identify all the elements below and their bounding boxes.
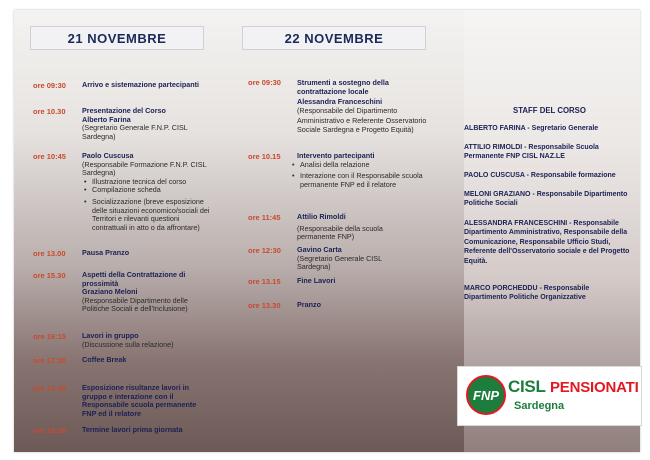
entry-title: Arrivo e sistemazione partecipanti	[82, 80, 200, 89]
day1-entry-6	[82, 332, 212, 349]
staff-title: STAFF DEL CORSO	[513, 106, 586, 115]
day1-entry-7	[82, 356, 212, 365]
day1-entry-8	[82, 384, 204, 418]
entry-title: Fine Lavori	[297, 276, 336, 285]
cisl-pensionati-logo	[457, 366, 642, 426]
entry-speaker: Attilio Rimoldi	[297, 212, 346, 221]
entry-title: Termine lavori prima giornata	[82, 425, 183, 434]
day1-entry-5	[82, 271, 210, 314]
day1-entry-4	[82, 249, 212, 258]
day1-header: 21 NOVEMBRE	[30, 26, 204, 50]
staff-member-2: ATTILIO RIMOLDI - Responsabile Scuola Permanente FNP CISL NAZ.LE	[464, 144, 599, 161]
entry-bullet: • Socializzazione (breve esposizione delle situazioni economico/sociali dei Territori e rilevanti questioni contrattuali in atto o da affrontare)	[82, 198, 214, 232]
entry-role: (Segretario Generale F.N.P. CISL Sardegna)	[82, 123, 188, 141]
entry-title: Pausa Pranzo	[82, 248, 130, 257]
entry-title: Aspetti della Contrattazione di prossimità	[82, 270, 186, 288]
day2-entry-3	[297, 213, 397, 242]
entry-bullet: • Analisi della relazione	[290, 161, 427, 170]
day2-time-2: ore 10.15	[248, 152, 281, 161]
staff-member-3: PAOLO CUSCUSA - Responsabile formazione	[464, 172, 616, 179]
day1-time-4: ore 13.00	[33, 249, 66, 258]
entry-title: Strumenti a sostegno della contrattazione locale	[297, 78, 389, 97]
logo-pensionati-text: PENSIONATI	[550, 379, 639, 396]
entry-title: Intervento partecipanti	[297, 151, 375, 160]
entry-title: Lavori in gruppo	[82, 331, 139, 340]
day2-entry-2	[290, 152, 427, 189]
day1-entry-2	[82, 107, 212, 141]
entry-bullet: • Illustrazione tecnica del corso	[82, 178, 214, 187]
day2-entry-1	[297, 78, 427, 134]
entry-speaker: Alberto Farina	[82, 114, 131, 124]
day2-time-3: ore 11:45	[248, 213, 281, 222]
logo-cisl-text: CISL	[508, 377, 546, 396]
entry-speaker: Paolo Cuscusa	[82, 151, 134, 160]
day2-time-6: ore 13.30	[248, 301, 281, 310]
entry-note: (Discussione sulla relazione)	[82, 339, 174, 349]
entry-bullet: • Interazione con il Responsabile scuola permanente FNP ed il relatore	[290, 172, 427, 189]
staff-member-6: MARCO PORCHEDDU - Responsabile Dipartimento Politiche Organizzative	[464, 285, 590, 302]
entry-title: Presentazione del Corso	[82, 106, 166, 115]
day1-time-6: ore 16:15	[33, 332, 66, 341]
logo-region-text: Sardegna	[514, 400, 565, 412]
day1-time-5: ore 15.30	[33, 271, 66, 280]
day1-time-3: ore 10:45	[33, 152, 66, 161]
day2-header: 22 NOVEMBRE	[242, 26, 426, 50]
staff-member-1: ALBERTO FARINA - Segretario Generale	[464, 125, 599, 132]
entry-bullet: • Compilazione scheda	[82, 186, 214, 195]
entry-title: Esposizione risultanze lavori in gruppo e interazione con il Responsabile scuola permanente FNP ed il relatore	[82, 383, 197, 418]
staff-member-5: ALESSANDRA FRANCESCHINI - Responsabile Dipartimento Amministrativo, Responsabile della Comunicazione, Responsabile Ufficio Studi, Referente dell'Osservatorio sociale e del Progetto Equità.	[464, 220, 630, 265]
day2-entry-4	[297, 246, 397, 272]
day1-time-7: ore 17:30	[33, 356, 66, 365]
day2-time-1: ore 09:30	[248, 78, 281, 87]
day2-entry-5	[297, 277, 397, 286]
staff-member-4: MELONI GRAZIANO - Responsabile Dipartimento Politiche Sociali	[464, 191, 628, 208]
entry-speaker: Alessandra Franceschini	[297, 96, 383, 106]
day2-entry-6	[297, 301, 397, 310]
entry-role: (Responsabile Dipartimento delle Politiche Sociali e dell'Inclusione)	[82, 295, 188, 314]
entry-role: (Responsabile Formazione F.N.P. CISL Sardegna)	[82, 159, 207, 178]
day2-time-5: ore 13.15	[248, 277, 281, 286]
day1-entry-3	[82, 152, 214, 232]
entry-speaker: Gavino Carta	[297, 245, 342, 254]
day2-time-4: ore 12:30	[248, 246, 281, 255]
entry-title: Coffee Break	[82, 355, 127, 364]
fnp-badge-icon: FNP	[466, 375, 506, 415]
entry-role: (Responsabile della scuola permanente FNP)	[297, 223, 383, 242]
day1-time-1: ore 09:30	[33, 81, 66, 90]
day1-time-8: ore 17:40	[33, 384, 66, 393]
day1-time-2: ore 10.30	[33, 107, 66, 116]
day1-entry-1	[82, 81, 212, 90]
day1-entry-9	[82, 426, 212, 435]
entry-title: Pranzo	[297, 300, 321, 309]
entry-speaker: Graziano Meloni	[82, 287, 138, 297]
entry-role: (Responsabile del Dipartimento Amministrativo e Referente Osservatorio Sociale Sardegna e Progetto Equità)	[297, 106, 427, 135]
day1-time-9: ore 19:30	[33, 426, 66, 435]
entry-role: (Segretario Generale CISL Sardegna)	[297, 253, 382, 272]
